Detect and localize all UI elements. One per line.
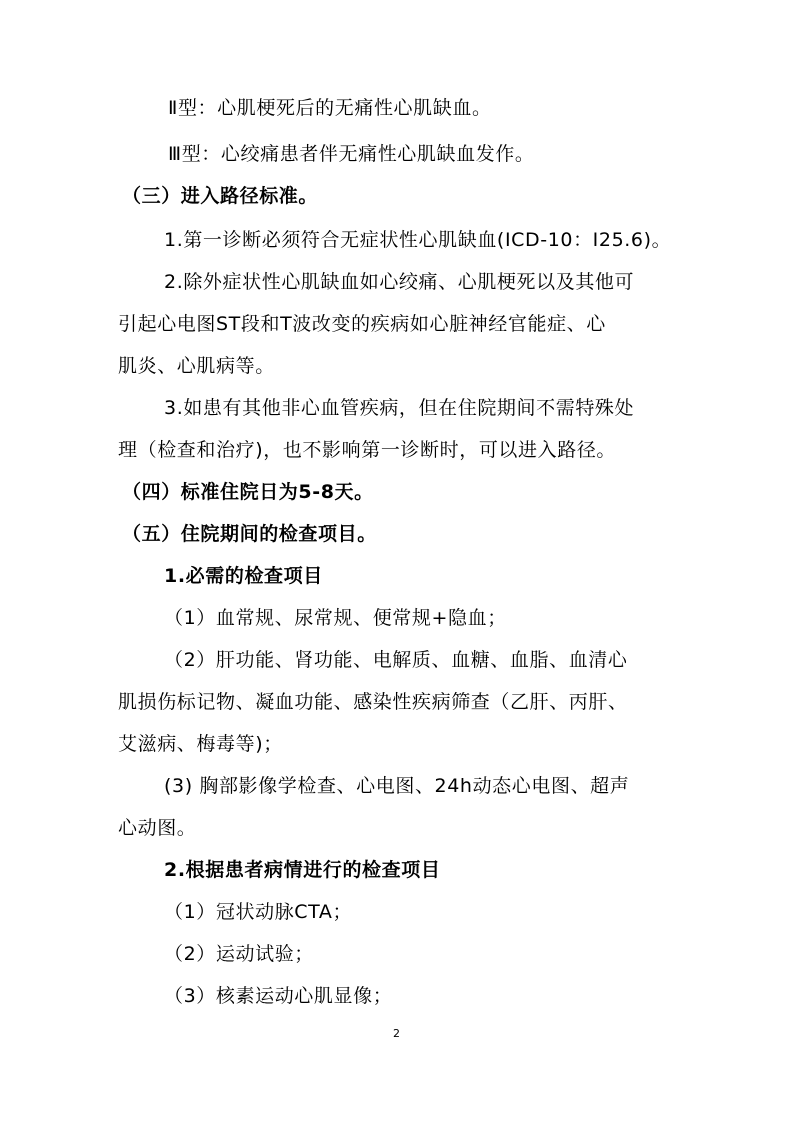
- type-3-definition: Ⅲ型：心绞痛患者伴无痛性心肌缺血发作。: [168, 143, 535, 165]
- type-2-definition: Ⅱ型：心肌梗死后的无痛性心肌缺血。: [168, 97, 492, 119]
- subheading-required-tests: 1.必需的检查项目: [164, 565, 323, 587]
- paragraph-3-line-2: 理（检查和治疗)，也不影响第一诊断时，可以进入路径。: [118, 439, 617, 461]
- list-item-2-line-1: （2）肝功能、肾功能、电解质、血糖、血脂、血清心: [164, 649, 628, 671]
- optional-item-1: （1）冠状动脉CTA；: [164, 901, 353, 923]
- paragraph-1-line-1: 1.第一诊断必须符合无症状性心肌缺血(ICD-10：I25.6)。: [164, 229, 672, 251]
- optional-item-2: （2）运动试验；: [164, 943, 314, 965]
- paragraph-2-line-3: 肌炎、心肌病等。: [118, 355, 275, 377]
- section-heading-3: （三）进入路径标准。: [122, 185, 319, 207]
- section-heading-5: （五）住院期间的检查项目。: [122, 523, 377, 545]
- optional-item-3: （3）核素运动心肌显像；: [164, 985, 393, 1007]
- list-item-3-line-2: 心动图。: [118, 817, 197, 839]
- list-item-2-line-3: 艾滋病、梅毒等)；: [118, 733, 283, 755]
- list-item-3-line-1: (3) 胸部影像学检查、心电图、24h动态心电图、超声: [164, 775, 630, 797]
- section-heading-4: （四）标准住院日为5-8天。: [122, 481, 374, 503]
- page-number: 2: [393, 1027, 400, 1040]
- paragraph-2-line-1: 2.除外症状性心肌缺血如心绞痛、心肌梗死以及其他可: [164, 271, 635, 293]
- paragraph-2-line-2: 引起心电图ST段和T波改变的疾病如心脏神经官能症、心: [118, 313, 606, 335]
- list-item-2-line-2: 肌损伤标记物、凝血功能、感染性疾病筛查（乙肝、丙肝、: [118, 691, 628, 713]
- subheading-optional-tests: 2.根据患者病情进行的检查项目: [164, 859, 441, 881]
- list-item-1: （1）血常规、尿常规、便常规+隐血；: [164, 607, 507, 629]
- paragraph-3-line-1: 3.如患有其他非心血管疾病，但在住院期间不需特殊处: [164, 397, 635, 419]
